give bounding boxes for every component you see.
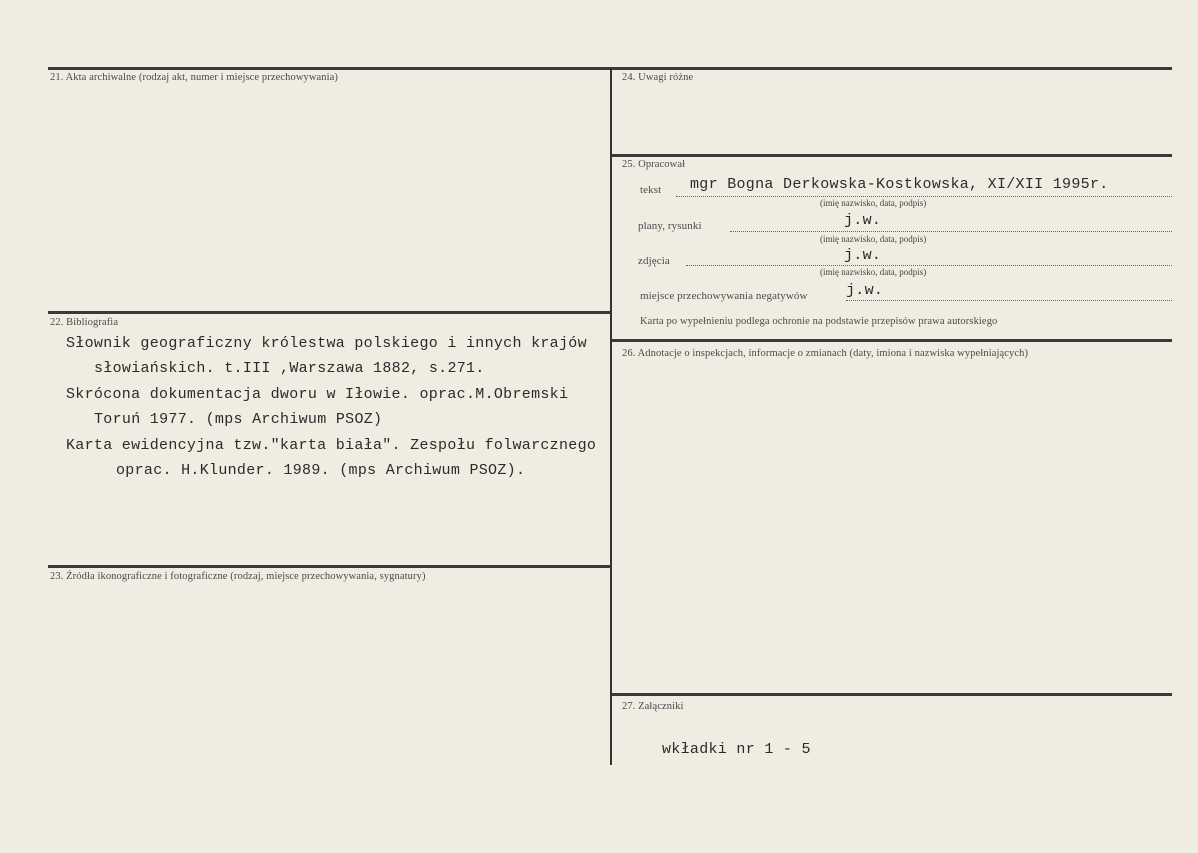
negatywy-dotted-line <box>846 300 1172 301</box>
section-26-label: 26. Adnotacje o inspekcjach, informacje o zmianach (daty, imiona i nazwiska wypełniających) <box>622 348 1029 359</box>
section-24-label: 24. Uwagi różne <box>622 72 694 83</box>
negatywy-value: j.w. <box>846 282 884 299</box>
negatywy-label: miejsce przechowywania negatywów <box>640 290 808 302</box>
bibliography-entry-1-line-1: Słownik geograficzny królestwa polskiego i innych krajów <box>66 335 587 352</box>
plany-dotted-line <box>730 231 1172 232</box>
section-22-rule <box>48 311 610 314</box>
section-23-label: 23. Źródła ikonograficzne i fotograficzne (rodzaj, miejsce przechowywania, sygnatury) <box>50 571 426 582</box>
section-23-rule <box>48 565 610 568</box>
section-22-label: 22. Bibliografia <box>50 317 119 328</box>
tekst-label: tekst <box>640 184 662 196</box>
section-25-label: 25. Opracował <box>622 159 686 170</box>
plany-hint: (imię nazwisko, data, podpis) <box>820 234 927 244</box>
tekst-dotted-line <box>676 196 1172 197</box>
zdjecia-hint: (imię nazwisko, data, podpis) <box>820 267 927 277</box>
bibliography-entry-2-line-2: Toruń 1977. (mps Archiwum PSOZ) <box>94 411 383 428</box>
section-27-rule <box>612 693 1172 696</box>
plany-label: plany, rysunki <box>638 220 702 232</box>
section-27-label: 27. Załączniki <box>622 701 684 712</box>
zdjecia-label: zdjęcia <box>638 255 670 267</box>
tekst-hint: (imię nazwisko, data, podpis) <box>820 198 927 208</box>
section-25-rule <box>612 154 1172 157</box>
zdjecia-value: j.w. <box>844 247 882 264</box>
plany-value: j.w. <box>844 212 882 229</box>
tekst-value: mgr Bogna Derkowska-Kostkowska, XI/XII 1995r. <box>690 176 1109 193</box>
zdjecia-dotted-line <box>686 265 1172 266</box>
bibliography-entry-1-line-2: słowiańskich. t.III ,Warszawa 1882, s.271. <box>94 360 485 377</box>
section-21-label: 21. Akta archiwalne (rodzaj akt, numer i miejsce przechowywania) <box>50 72 339 83</box>
bibliography-entry-3-line-2: oprac. H.Klunder. 1989. (mps Archiwum PSOZ). <box>116 462 526 479</box>
section-26-rule <box>612 339 1172 342</box>
copyright-note: Karta po wypełnieniu podlega ochronie na podstawie przepisów prawa autorskiego <box>640 316 998 327</box>
center-divider <box>610 67 612 765</box>
bibliography-entry-2-line-1: Skrócona dokumentacja dworu w Iłowie. oprac.M.Obremski <box>66 386 569 403</box>
attachments-value: wkładki nr 1 - 5 <box>662 741 811 758</box>
bibliography-entry-3-line-1: Karta ewidencyjna tzw."karta biała". Zespołu folwarcznego <box>66 437 597 454</box>
